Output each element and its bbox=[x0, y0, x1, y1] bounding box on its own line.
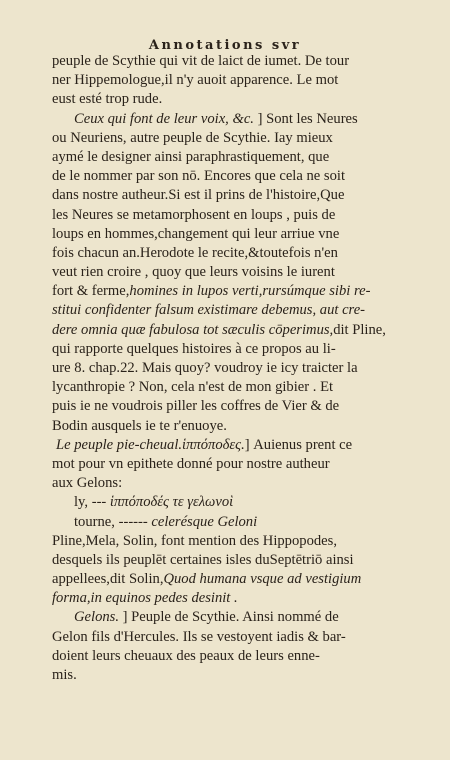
italic-segment: stitui confidenter falsum existimare debemus, aut cre- bbox=[52, 302, 366, 319]
text-line bbox=[52, 52, 422, 71]
text-segment: mis. bbox=[52, 667, 77, 683]
text-line bbox=[52, 378, 422, 397]
text-line bbox=[52, 436, 422, 455]
text-line bbox=[52, 397, 422, 416]
text-line bbox=[52, 225, 422, 244]
italic-segment: dere omnia quæ fabulosa tot sæculis cōperimus, bbox=[52, 321, 334, 338]
italic-segment: --- ἱππόποδές τε γελωνοὶ bbox=[91, 494, 234, 511]
text-segment: de le nommer par son nō. Encores que cela ne soit bbox=[52, 168, 345, 185]
text-line bbox=[52, 647, 422, 666]
text-segment: aux Gelons: bbox=[52, 475, 123, 492]
italic-segment: ------ celerésque Geloni bbox=[118, 513, 258, 530]
text-segment: ] Sont les Neures bbox=[253, 110, 358, 127]
text-segment: Gelon fils d'Hercules. Ils se vestoyent iadis & bar- bbox=[52, 628, 346, 645]
text-line bbox=[52, 148, 422, 167]
italic-segment: Quod humana vsque ad vestigium bbox=[163, 571, 362, 588]
text-segment: dit Pline, bbox=[333, 321, 386, 338]
text-line bbox=[52, 551, 422, 570]
italic-segment: ἱππόποδες. bbox=[182, 436, 245, 453]
text-segment: les Neures se metamorphosent en loups , puis de bbox=[52, 206, 336, 223]
text-segment: mot pour vn epithete donné pour nostre autheur bbox=[52, 455, 330, 472]
text-segment: appellees,dit Solin, bbox=[52, 571, 164, 588]
text-line bbox=[52, 417, 422, 436]
text-body bbox=[52, 52, 422, 685]
text-line bbox=[52, 129, 422, 148]
text-segment: fois chacun an.Herodote le recite,&toutefois n'en bbox=[52, 244, 338, 261]
text-line bbox=[52, 301, 422, 320]
text-line bbox=[52, 608, 422, 627]
running-header: Annotations svr bbox=[148, 38, 302, 53]
text-line bbox=[52, 493, 422, 512]
text-line bbox=[52, 244, 422, 263]
text-line bbox=[52, 589, 422, 608]
text-segment: doient leurs cheuaux des peaux de leurs enne- bbox=[52, 647, 320, 664]
text-line bbox=[52, 206, 422, 225]
text-segment: peuple de Scythie qui vit de laict de iumet. De tour bbox=[52, 53, 350, 69]
text-line bbox=[52, 282, 422, 301]
text-line bbox=[52, 321, 422, 340]
text-line bbox=[52, 340, 422, 359]
text-line bbox=[52, 628, 422, 647]
text-line bbox=[52, 186, 422, 205]
italic-segment: homines in lupos verti,rursúmque sibi re- bbox=[129, 283, 371, 300]
text-line bbox=[52, 570, 422, 589]
text-line bbox=[52, 455, 422, 474]
text-segment: lycanthropie ? Non, cela n'est de mon gibier . Et bbox=[52, 379, 334, 396]
text-segment: eust esté trop rude. bbox=[52, 91, 163, 108]
text-segment: dans nostre autheur.Si est il prins de l'histoire,Que bbox=[52, 187, 345, 204]
text-line bbox=[52, 532, 422, 551]
text-segment: Bodin ausquels ie te r'enuoye. bbox=[52, 417, 227, 434]
text-segment: desquels ils peuplēt certaines isles duSeptētriō ainsi bbox=[52, 551, 354, 568]
text-line bbox=[52, 359, 422, 378]
text-line bbox=[52, 90, 422, 109]
text-line bbox=[52, 110, 422, 129]
text-segment: fort & ferme, bbox=[52, 283, 130, 300]
text-segment: puis ie ne voudrois piller les coffres de Vier & de bbox=[52, 398, 340, 415]
text-segment: tourne, bbox=[74, 513, 119, 530]
text-segment: aymé le designer ainsi paraphrastiquement, que bbox=[52, 148, 330, 165]
italic-segment: Gelons. bbox=[74, 609, 119, 626]
text-segment: ou Neuriens, autre peuple de Scythie. Iay mieux bbox=[52, 129, 333, 146]
italic-segment: Ceux qui font de leur voix, &c. bbox=[74, 110, 254, 127]
text-segment: ure 8. chap.22. Mais quoy? voudroy ie icy traicter la bbox=[52, 360, 358, 376]
text-line bbox=[52, 474, 422, 493]
text-segment: Pline,Mela, Solin, font mention des Hippopodes, bbox=[52, 532, 337, 549]
text-line bbox=[52, 167, 422, 186]
text-segment: loups en hommes,changement qui leur arriue vne bbox=[52, 225, 340, 242]
italic-segment: Le peuple pie-cheual. bbox=[56, 436, 183, 453]
italic-segment: forma,in equinos pedes desinit . bbox=[52, 590, 238, 607]
text-line bbox=[52, 666, 422, 685]
text-line bbox=[52, 71, 422, 90]
text-line bbox=[52, 513, 422, 532]
text-segment: ] Auienus prent ce bbox=[244, 436, 353, 453]
text-segment: ] Peuple de Scythie. Ainsi nommé de bbox=[119, 609, 339, 626]
text-segment: qui rapporte quelques histoires à ce propos au li- bbox=[52, 340, 336, 357]
text-segment: ner Hippemologue,il n'y auoit apparence. Le mot bbox=[52, 72, 339, 89]
text-segment: ly, bbox=[74, 494, 92, 511]
text-line bbox=[52, 263, 422, 282]
text-segment: veut rien croire , quoy que leurs voisins le iurent bbox=[52, 264, 335, 281]
